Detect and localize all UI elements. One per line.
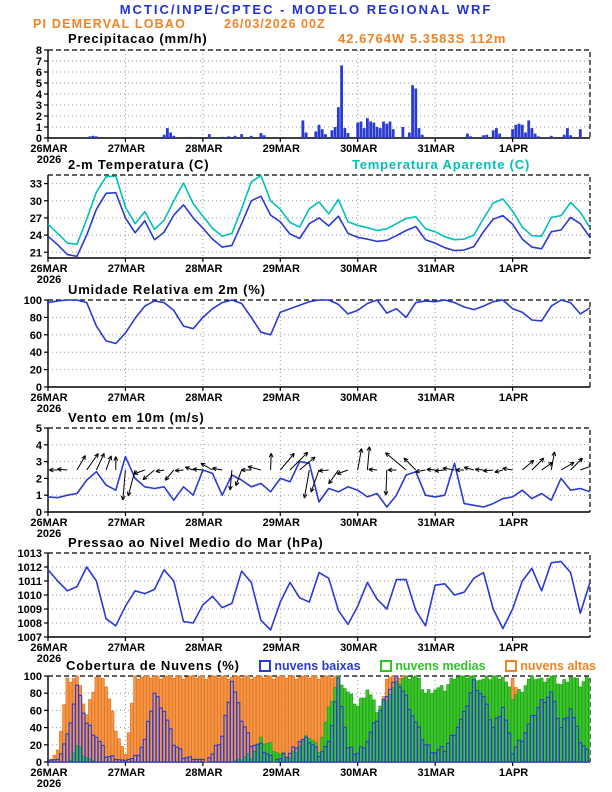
precip-bar — [324, 134, 327, 138]
y-tick-label: 3 — [35, 100, 42, 112]
precip-bars — [89, 65, 582, 138]
wind-arrow-icon — [106, 456, 112, 470]
y-tick-label: 21 — [29, 247, 42, 260]
year-label: 2026 — [36, 403, 62, 415]
x-tick-label: 26MAR — [30, 517, 68, 529]
wind-arrow-icon — [303, 470, 309, 498]
x-tick-label: 31MAR — [417, 143, 455, 155]
year-label: 2026 — [36, 653, 62, 665]
precip-bar — [301, 120, 304, 138]
precip-bar — [498, 134, 501, 138]
series-blue — [48, 561, 590, 630]
plot-area — [89, 65, 582, 138]
low-clouds-label: nuvens baixas — [274, 658, 361, 673]
x-tick-label: 1APR — [498, 767, 529, 779]
y-tick-label: 20 — [29, 364, 42, 377]
precip-bar — [95, 136, 98, 138]
precip-bar — [534, 134, 537, 138]
y-tick-label: 40 — [29, 722, 42, 735]
x-tick-label: 29MAR — [262, 263, 300, 275]
precip-bar — [421, 135, 424, 138]
x-tick-label: 30MAR — [340, 767, 378, 779]
wind-arrow-icon — [590, 466, 601, 470]
humidity-title: Umidade Relativa em 2m (%) — [68, 282, 266, 297]
x-tick-label: 31MAR — [417, 642, 455, 654]
x-tick-label: 28MAR — [185, 143, 223, 155]
wind-arrow-icon — [156, 469, 164, 473]
cloud-bar — [192, 676, 195, 762]
y-tick-label: 1013 — [17, 548, 42, 560]
x-tick-label: 1APR — [498, 392, 529, 404]
precip-bar — [408, 133, 411, 139]
wind-arrow-icon — [185, 467, 193, 471]
x-tick-label: 27MAR — [107, 517, 146, 529]
precip-bar — [208, 134, 211, 138]
model-run-label: 26/03/2026 00Z — [224, 17, 326, 31]
precip-bar — [511, 129, 514, 138]
wind-arrow-icon — [369, 468, 377, 472]
wind-arrow-icon — [404, 458, 416, 470]
y-tick-label: 7 — [35, 56, 42, 68]
cloud-bar — [353, 704, 356, 762]
precip-bar — [189, 137, 192, 138]
wind-arrow-icon — [319, 469, 329, 473]
wind-arrow-icon — [358, 449, 363, 471]
y-tick-label: 0 — [35, 133, 42, 145]
wind-arrow-icon — [580, 465, 593, 470]
precip-bar — [411, 85, 414, 138]
cloud-bar — [127, 733, 130, 762]
plot-area — [47, 676, 592, 762]
plot-area — [48, 300, 590, 344]
wind-arrow-icon — [367, 447, 371, 470]
precip-bar — [524, 133, 527, 139]
y-tick-label: 2 — [35, 473, 42, 486]
apparent-temp-legend: Temperatura Aparente (C) — [352, 157, 531, 172]
wind-arrow-icon — [77, 456, 85, 471]
x-tick-label: 1APR — [498, 263, 529, 275]
precip-bar — [356, 123, 359, 138]
cloud-bar — [318, 679, 321, 762]
wind-arrow-icon — [495, 469, 503, 473]
precip-bar — [163, 135, 166, 138]
x-tick-label: 26MAR — [30, 642, 68, 654]
y-tick-label: 1008 — [17, 618, 42, 630]
x-tick-label: 26MAR — [30, 143, 68, 155]
precip-bar — [537, 136, 540, 138]
cloud-bar — [285, 678, 288, 762]
precip-bar — [466, 134, 469, 138]
wind-arrow-icon — [114, 457, 118, 470]
x-tick-label: 26MAR — [30, 392, 68, 404]
x-tick-label: 27MAR — [107, 392, 146, 404]
cloud-bar — [130, 703, 133, 762]
x-tick-label: 1APR — [498, 143, 529, 155]
wind-arrow-icon — [542, 462, 553, 470]
precip-bar — [392, 129, 395, 138]
cloud-bar — [589, 679, 592, 762]
mid-clouds-label: nuvens medias — [395, 658, 486, 673]
precip-bar — [485, 135, 488, 138]
precip-bar — [382, 122, 385, 139]
wind-arrow-icon — [193, 468, 203, 472]
precip-bar — [492, 130, 495, 138]
precip-bar — [234, 136, 237, 138]
y-tick-label: 3 — [35, 456, 42, 469]
cloud-bar — [289, 676, 292, 762]
y-tick-label: 1012 — [17, 562, 42, 574]
y-tick-label: 1010 — [17, 590, 42, 602]
wind-arrow-icon — [57, 468, 67, 472]
y-tick-label: 4 — [35, 89, 42, 101]
cloud-bar — [118, 739, 121, 762]
precip-bar — [372, 123, 375, 138]
y-tick-label: 1007 — [17, 632, 42, 644]
year-label: 2026 — [36, 778, 62, 790]
y-tick-label: 5 — [35, 423, 42, 435]
precip-bar — [531, 128, 534, 138]
precip-bar — [514, 125, 517, 138]
wind-arrow-icon — [416, 469, 426, 473]
precip-bar — [401, 127, 404, 138]
precip-bar — [379, 128, 382, 138]
grid — [48, 553, 590, 637]
x-tick-label: 29MAR — [262, 767, 300, 779]
x-tick-label: 27MAR — [107, 767, 146, 779]
panel-umidade — [24, 295, 590, 415]
precip-bar — [89, 136, 92, 138]
precip-bar — [172, 136, 175, 138]
precip-bar — [250, 136, 253, 138]
plot-area — [40, 447, 602, 507]
precip-bar — [579, 129, 582, 138]
grid — [48, 175, 590, 258]
precip-bar — [360, 122, 363, 139]
cloud-bar — [137, 679, 140, 762]
x-tick-label: 1APR — [498, 517, 529, 529]
x-tick-label: 29MAR — [262, 642, 300, 654]
y-tick-label: 60 — [29, 329, 42, 342]
y-tick-label: 100 — [23, 295, 42, 307]
wind-arrow-icon — [300, 457, 316, 470]
wind-arrow-icon — [388, 468, 396, 472]
y-tick-label: 1009 — [17, 604, 42, 616]
precip-bar — [366, 118, 369, 138]
precip-bar — [418, 128, 421, 138]
x-tick-label: 28MAR — [185, 767, 223, 779]
cloud-bar — [198, 676, 201, 762]
cloud-bar — [282, 676, 285, 762]
precip-bar — [263, 135, 266, 138]
precip-bar — [550, 136, 553, 138]
y-tick-label: 80 — [29, 312, 42, 325]
x-tick-label: 29MAR — [262, 143, 300, 155]
wind-arrow-icon — [435, 469, 445, 473]
cloud-bar — [189, 676, 192, 762]
precip-bar — [563, 135, 566, 138]
panel-vento — [30, 423, 601, 540]
plot-area — [48, 176, 590, 257]
high-clouds-label: nuvens altas — [520, 658, 596, 673]
wind-title: Vento em 10m (m/s) — [68, 410, 205, 425]
x-tick-label: 30MAR — [340, 263, 378, 275]
cloud-bar — [108, 699, 111, 762]
precip-bar — [340, 65, 343, 138]
wind-arrow-icon — [483, 469, 493, 473]
precip-bar — [343, 128, 346, 138]
x-tick-label: 31MAR — [417, 392, 455, 404]
x-tick-label: 30MAR — [340, 642, 378, 654]
x-tick-label: 26MAR — [30, 767, 68, 779]
series-cyan — [48, 176, 590, 245]
precip-bar — [347, 133, 350, 138]
wind-arrow-icon — [532, 458, 544, 470]
x-tick-label: 27MAR — [107, 263, 146, 275]
precip-title: Precipitacao (mm/h) — [68, 31, 208, 46]
cloud-bar — [434, 690, 437, 762]
wind-arrow-icon — [49, 468, 57, 472]
cloud-bar — [134, 676, 137, 762]
precip-bar — [260, 133, 263, 138]
x-tick-label: 30MAR — [340, 392, 378, 404]
x-tick-label: 30MAR — [340, 143, 378, 155]
precip-bar — [469, 136, 472, 138]
x-tick-label: 28MAR — [185, 392, 223, 404]
cloud-bar — [272, 679, 275, 762]
x-tick-label: 26MAR — [30, 263, 68, 275]
wind-arrows — [40, 447, 602, 501]
x-tick-label: 1APR — [498, 642, 529, 654]
wind-arrow-icon — [175, 469, 183, 473]
y-tick-label: 6 — [35, 67, 42, 79]
y-tick-label: 1 — [35, 490, 42, 503]
y-tick-label: 40 — [29, 347, 42, 360]
precip-bar — [569, 135, 572, 138]
pressure-title: Pressao ao Nivel Medio do Mar (hPa) — [68, 535, 324, 550]
precip-bar — [527, 120, 530, 138]
y-tick-label: 30 — [29, 195, 42, 208]
y-tick-label: 5 — [35, 78, 42, 90]
wind-arrow-icon — [427, 468, 435, 472]
frame-dashed — [48, 300, 590, 387]
precip-bar — [240, 134, 243, 138]
y-tick-label: 80 — [29, 688, 42, 701]
precip-bar — [482, 135, 485, 138]
precip-bar — [221, 137, 224, 138]
precip-bar — [376, 127, 379, 138]
x-tick-label: 28MAR — [185, 642, 223, 654]
x-tick-label: 31MAR — [417, 767, 455, 779]
x-tick-label: 27MAR — [107, 642, 146, 654]
precip-bar — [521, 125, 524, 138]
precip-bar — [314, 131, 317, 138]
precip-bar — [305, 133, 308, 139]
x-tick-label: 28MAR — [185, 517, 223, 529]
precip-bar — [363, 128, 366, 138]
cloud-bar — [114, 731, 117, 762]
wind-arrow-icon — [475, 468, 483, 472]
y-tick-label: 24 — [29, 230, 42, 243]
panel-temperatura — [30, 175, 590, 286]
precip-bar — [369, 122, 372, 139]
wind-arrow-icon — [551, 452, 555, 470]
precip-bar — [227, 136, 230, 138]
precip-bar — [385, 124, 388, 138]
cloud-bar — [105, 687, 108, 762]
y-tick-label: 0 — [35, 757, 42, 769]
precip-bar — [566, 128, 569, 138]
station-label: PI DEMERVAL LOBAO — [33, 17, 187, 31]
y-tick-label: 0 — [35, 382, 42, 394]
year-label: 2026 — [36, 528, 62, 540]
series-blue — [48, 457, 590, 507]
wind-arrow-icon — [212, 467, 222, 471]
clouds-title: Cobertura de Nuvens (%) — [66, 658, 240, 673]
precip-bar — [495, 128, 498, 138]
panel-pressao — [18, 548, 590, 665]
series-blue — [48, 300, 590, 344]
wind-arrow-icon — [329, 470, 339, 484]
cloud-bar — [185, 677, 188, 762]
page-title: MCTIC/INPE/CPTEC - MODELO REGIONAL WRF — [119, 2, 493, 17]
y-tick-label: 4 — [35, 439, 42, 452]
x-tick-label: 29MAR — [262, 517, 300, 529]
cloud-bar — [211, 676, 214, 762]
location-label: 42.6764W 5.3583S 112m — [338, 31, 507, 46]
cloud-bar — [272, 752, 275, 762]
y-tick-label: 20 — [29, 739, 42, 752]
x-tick-label: 27MAR — [107, 143, 146, 155]
year-label: 2026 — [36, 274, 62, 286]
precip-bar — [337, 107, 340, 138]
x-tick-label: 29MAR — [262, 392, 300, 404]
y-tick-label: 0 — [35, 507, 42, 519]
cloud-bar — [182, 679, 185, 762]
temp-title: 2-m Temperatura (C) — [68, 157, 210, 172]
precip-bar — [166, 128, 169, 138]
y-tick-label: 60 — [29, 705, 42, 718]
cloud-bar — [195, 678, 198, 762]
x-tick-label: 30MAR — [340, 517, 378, 529]
panel-nuvens — [24, 671, 592, 790]
wind-arrow-icon — [464, 467, 474, 471]
grid — [48, 300, 590, 387]
axis — [48, 175, 590, 258]
precip-bar — [414, 89, 417, 139]
precip-bar — [389, 122, 392, 139]
cloud-bar — [208, 677, 211, 762]
y-tick-label: 2 — [35, 111, 42, 123]
wind-arrow-icon — [40, 469, 48, 473]
cloud-bar — [279, 676, 282, 762]
frame-dashed — [48, 175, 590, 258]
cloud-bar — [276, 677, 279, 762]
precip-bar — [331, 130, 334, 138]
cloud-bar — [201, 676, 204, 762]
cloud-bar — [511, 700, 514, 762]
cloud-bar — [111, 711, 114, 762]
wind-arrow-icon — [384, 470, 388, 495]
precip-bar — [334, 127, 337, 138]
y-tick-label: 8 — [35, 45, 42, 57]
x-tick-label: 31MAR — [417, 263, 455, 275]
y-tick-label: 100 — [23, 671, 42, 683]
precip-bar — [518, 124, 521, 138]
x-tick-label: 31MAR — [417, 517, 455, 529]
y-tick-label: 1011 — [18, 576, 42, 588]
cloud-bar — [205, 679, 208, 762]
axis — [48, 300, 590, 387]
y-tick-label: 1 — [35, 122, 42, 134]
precip-bar — [318, 125, 321, 138]
y-tick-label: 27 — [29, 212, 42, 225]
wind-arrow-icon — [248, 466, 261, 470]
plot-area — [48, 561, 590, 630]
cloud-bar — [430, 694, 433, 762]
x-tick-label: 28MAR — [185, 263, 223, 275]
year-label: 2026 — [36, 154, 62, 166]
precip-bar — [92, 136, 95, 138]
panel-precipitacao — [30, 45, 590, 166]
y-tick-label: 33 — [29, 178, 42, 191]
wind-arrow-icon — [337, 470, 348, 474]
precip-bar — [321, 129, 324, 138]
wind-arrow-icon — [503, 467, 513, 471]
precip-bar — [169, 133, 172, 139]
